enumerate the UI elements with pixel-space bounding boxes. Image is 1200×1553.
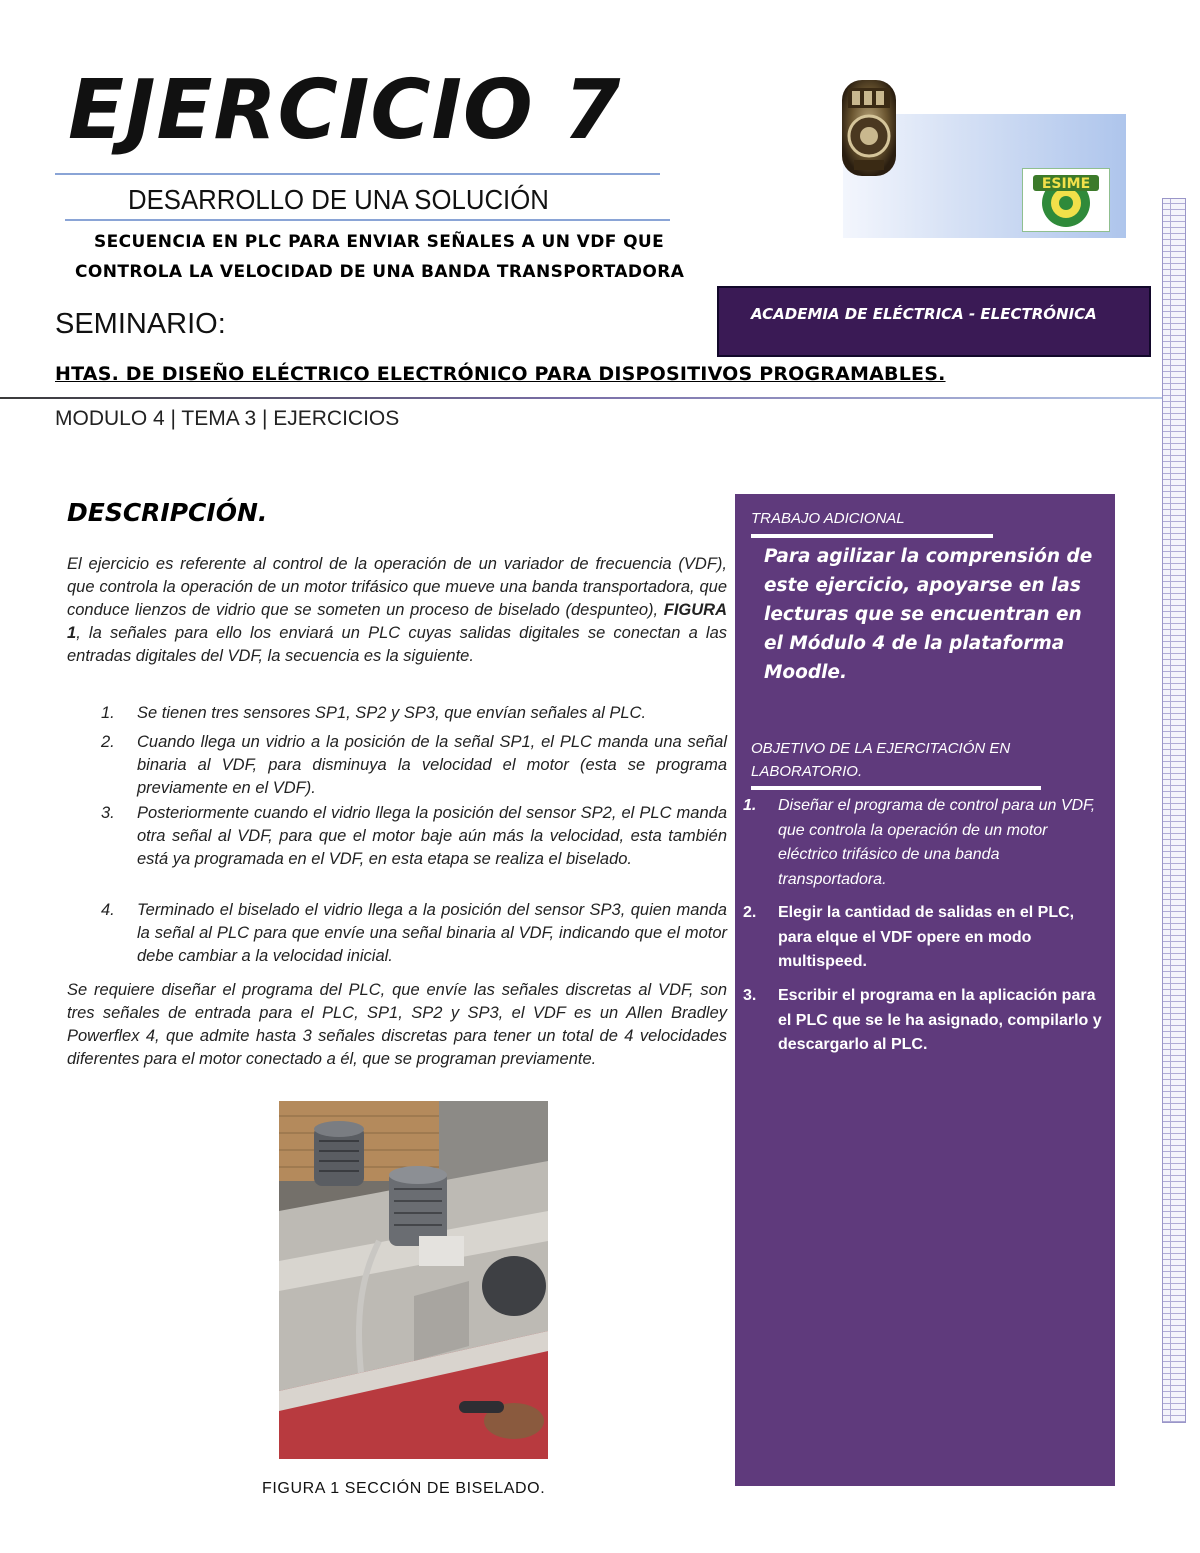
description-intro-part2: , la señales para ello los enviará un PLC cuyas salidas digitales se conectan a las entradas digitales del VDF, la secuencia es la siguiente. <box>67 624 727 665</box>
objective-item <box>743 901 1113 976</box>
sequence-step-text: Posteriormente cuando el vidrio llega la posición del sensor SP2, el PLC manda otra señal al VDF, para que el motor baje aún más la velocidad, esta también está ya programada en el VDF, en esta etapa se realiza el biselado. <box>137 804 727 868</box>
description-intro-part1: El ejercicio es referente al control de la operación de un variador de frecuencia (VDF), que controla la operación de un motor trifásico que mueve una banda transportadora, que conduce lienzos de vidrio que se someten un proceso de biselado (despunteo), <box>67 555 727 619</box>
sidebar-heading-underline <box>751 786 1041 790</box>
subtitle-divider <box>65 219 670 221</box>
sidebar-intro: Para agilizar la comprensión de este ejercicio, apoyarse en las lecturas que se encuentran en el Módulo 4 de la plataforma Moodle. <box>764 546 1093 683</box>
course-title: HTAS. DE DISEÑO ELÉCTRICO ELECTRÓNICO PARA DISPOSITIVOS PROGRAMABLES. <box>55 363 946 385</box>
sequence-step <box>101 702 727 726</box>
beveling-section-photo <box>279 1101 548 1459</box>
page-subtitle: DESARROLLO DE UNA SOLUCIÓN <box>128 184 549 215</box>
sequence-step-number: 3. <box>101 804 115 822</box>
sequence-step <box>101 731 727 801</box>
header-divider <box>0 397 1163 399</box>
sequence-step-number: 4. <box>101 901 115 919</box>
objective-number: 1. <box>743 797 757 814</box>
sidebar-heading-underline <box>751 534 993 538</box>
sequence-step <box>101 899 727 969</box>
objective-text: Escribir el programa en la aplicación para el PLC que se le ha asignado, compilarlo y descargarlo al PLC. <box>778 987 1102 1053</box>
objective-item <box>743 984 1113 1084</box>
objective-text: Diseñar el programa de control para un VDF, que controla la operación de un motor eléctrico trifásico de una banda transportadora. <box>778 797 1096 888</box>
sequence-title-line1: SECUENCIA EN PLC PARA ENVIAR SEÑALES A UN VDF QUE <box>94 232 665 252</box>
sequence-step-number: 1. <box>101 704 115 722</box>
sequence-step <box>101 802 727 896</box>
sequence-step-text: Cuando llega un vidrio a la posición de la señal SP1, el PLC manda una señal binaria al VDF, para disminuya la velocidad el motor (esta se programa previamente en el VDF). <box>137 733 727 797</box>
ipn-logo <box>836 78 902 180</box>
sequence-step-text: Se tienen tres sensores SP1, SP2 y SP3, que envían señales al PLC. <box>137 704 647 722</box>
sequence-title-line2: CONTROLA LA VELOCIDAD DE UNA BANDA TRANSPORTADORA <box>75 262 685 282</box>
page-title: EJERCICIO 7 <box>68 63 622 158</box>
objective-text: Elegir la cantidad de salidas en el PLC, para elque el VDF opere en modo multispeed. <box>778 904 1075 970</box>
objective-item <box>743 794 1113 894</box>
objective-number: 3. <box>743 987 757 1004</box>
figure-reference: FIGURA 1 <box>67 601 727 642</box>
esime-logo-text: ESIME <box>1041 176 1091 192</box>
module-breadcrumb: MODULO 4 | TEMA 3 | EJERCICIOS <box>55 407 400 430</box>
sequence-step-number: 2. <box>101 733 115 751</box>
esime-logo <box>1022 168 1110 232</box>
figure-caption: FIGURA 1 SECCIÓN DE BISELADO. <box>262 1480 546 1497</box>
academia-label: ACADEMIA DE ELÉCTRICA - ELECTRÓNICA <box>751 305 1097 323</box>
description-requirement: Se requiere diseñar el programa del PLC, que envíe las señales discretas al VDF, son tres señales de entrada para el PLC, SP1, SP2 y SP3, el VDF es un Allen Bradley Powerflex 4, que admite hasta 3 señales discretas para tener un total de 4 velocidades diferentes para el motor conectado a él, que se programan previamente. <box>67 981 727 1068</box>
sequence-step-text: Terminado el biselado el vidrio llega a la posición del sensor SP3, quien manda la señal al PLC para que envíe una señal binaria al VDF, indicando que el motor debe cambiar a la velocidad inicial. <box>137 901 727 965</box>
sidebar-heading-additional-work: TRABAJO ADICIONAL <box>751 510 905 527</box>
title-divider <box>55 173 660 175</box>
description-heading: DESCRIPCIÓN. <box>67 498 268 527</box>
side-ruler-decoration <box>1162 198 1186 1423</box>
description-intro <box>67 553 727 668</box>
sidebar-heading-objective: OBJETIVO DE LA EJERCITACIÓN EN LABORATORIO. <box>751 740 1011 780</box>
objective-number: 2. <box>743 904 757 921</box>
seminario-label: SEMINARIO: <box>55 308 226 340</box>
